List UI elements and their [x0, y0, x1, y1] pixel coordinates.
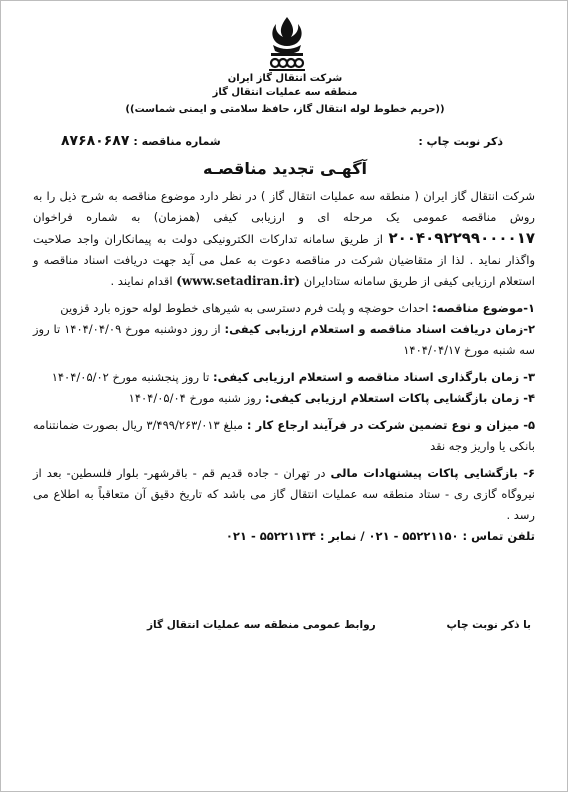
- intro-part-3: اقدام نمایند .: [110, 274, 173, 288]
- ad-body: [33, 186, 535, 547]
- call-number: ۲۰۰۴۰۹۲۲۹۹۰۰۰۰۱۷: [388, 229, 536, 247]
- intro-part-2: از طریق سامانه تدارکات الکترونیکی دولت به پیمانکاران واجد صلاحیت واگذار نماید . لذا از متقاضیان شرکت در مناقصه دعوت به عمل می آید جهت دریافت اسناد مناقصه و استعلام ارزیابی کیفی از طریق سامانه ستادایران: [33, 232, 535, 288]
- region-name: منطقه سه عملیات انتقال گاز: [212, 87, 358, 98]
- item-text: روز شنبه مورخ ۱۴۰۴/۰۵/۰۴: [128, 391, 262, 405]
- item-text: تا روز پنجشنبه مورخ ۱۴۰۴/۰۵/۰۲: [51, 370, 210, 384]
- item-label: ۱-موضوع مناقصه:: [432, 301, 535, 315]
- item-text: احداث حوضچه و پلت فرم دسترسی به شیرهای خطوط لوله حوزه بارد قزوین: [60, 301, 429, 315]
- item-subject: [33, 298, 535, 319]
- item-text: در تهران - جاده قدیم قم - باقرشهر- بلوار فلسطین- بعد از نیروگاه گازی ری - ستاد منطقه سه عملیات انتقال گاز می باشد که تاریخ دقیق آن متعاقباً به اطلاع می رسد .: [33, 466, 535, 522]
- footer: [37, 619, 531, 631]
- print-edition-note: ذکر نوبت چاپ :: [418, 135, 503, 148]
- intro-paragraph: [33, 186, 535, 292]
- item-document-receipt: [33, 319, 535, 361]
- item-quality-opening: [33, 388, 535, 409]
- item-label: ۶- بازگشایی پاکات پیشنهادات مالی: [330, 466, 535, 480]
- item-label: ۲-زمان دریافت اسناد مناقصه و استعلام ارزیابی کیفی:: [224, 322, 535, 336]
- item-text: مبلغ ۳/۴۹۹/۲۶۳/۰۱۳ ریال بصورت ضمانتنامه بانکی یا واریز وجه نقد: [33, 418, 535, 453]
- contact-info: تلفن تماس : ۵۵۲۲۱۱۵۰ - ۰۲۱ / نمابر : ۵۵۲۲۱۱۳۴ - ۰۲۱: [225, 529, 535, 543]
- footer-public-relations: روابط عمومی منطقه سه عملیات انتقال گاز: [147, 619, 376, 631]
- item-label: ۴- زمان بازگشایی پاکات استعلام ارزیابی کیفی:: [264, 391, 535, 405]
- item-financial-opening: [33, 463, 535, 526]
- item-guarantee: [33, 415, 535, 457]
- ad-title: آگهـی تجدید مناقصـه: [202, 159, 368, 178]
- safety-slogan: ((حریم خطوط لوله انتقال گاز، حافظ سلامتی و ایمنی شماست)): [125, 104, 445, 115]
- item-label: ۵- میزان و نوع تضمین شرکت در فرآیند ارجاع کار :: [246, 418, 535, 432]
- item-text: از روز دوشنبه مورخ ۱۴۰۴/۰۴/۰۹ تا روز سه شنبه مورخ ۱۴۰۴/۰۴/۱۷: [33, 322, 535, 357]
- company-name: شرکت انتقال گاز ایران: [227, 73, 343, 84]
- footer-print-note: با ذکر نوبت چاپ: [446, 619, 531, 631]
- tender-number: ۸۷۶۸۰۶۸۷: [61, 133, 130, 149]
- intro-part-1: شرکت انتقال گاز ایران ( منطقه سه عملیات انتقال گاز ) در نظر دارد موضوع مناقصه به شرح ذیل را به روش مناقصه عمومی یک مرحله ای و ارزیابی کیفی (همزمان) به شماره فراخوان: [33, 189, 535, 224]
- gas-company-logo: [263, 15, 311, 73]
- item-upload-deadline: [33, 367, 535, 388]
- item-label: ۳- زمان بارگذاری اسناد مناقصه و استعلام ارزیابی کیفی:: [213, 370, 535, 384]
- website-link[interactable]: (www.setadiran.ir): [176, 274, 301, 288]
- tender-number-row: [61, 133, 221, 149]
- tender-number-label: شماره مناقصه :: [133, 135, 221, 148]
